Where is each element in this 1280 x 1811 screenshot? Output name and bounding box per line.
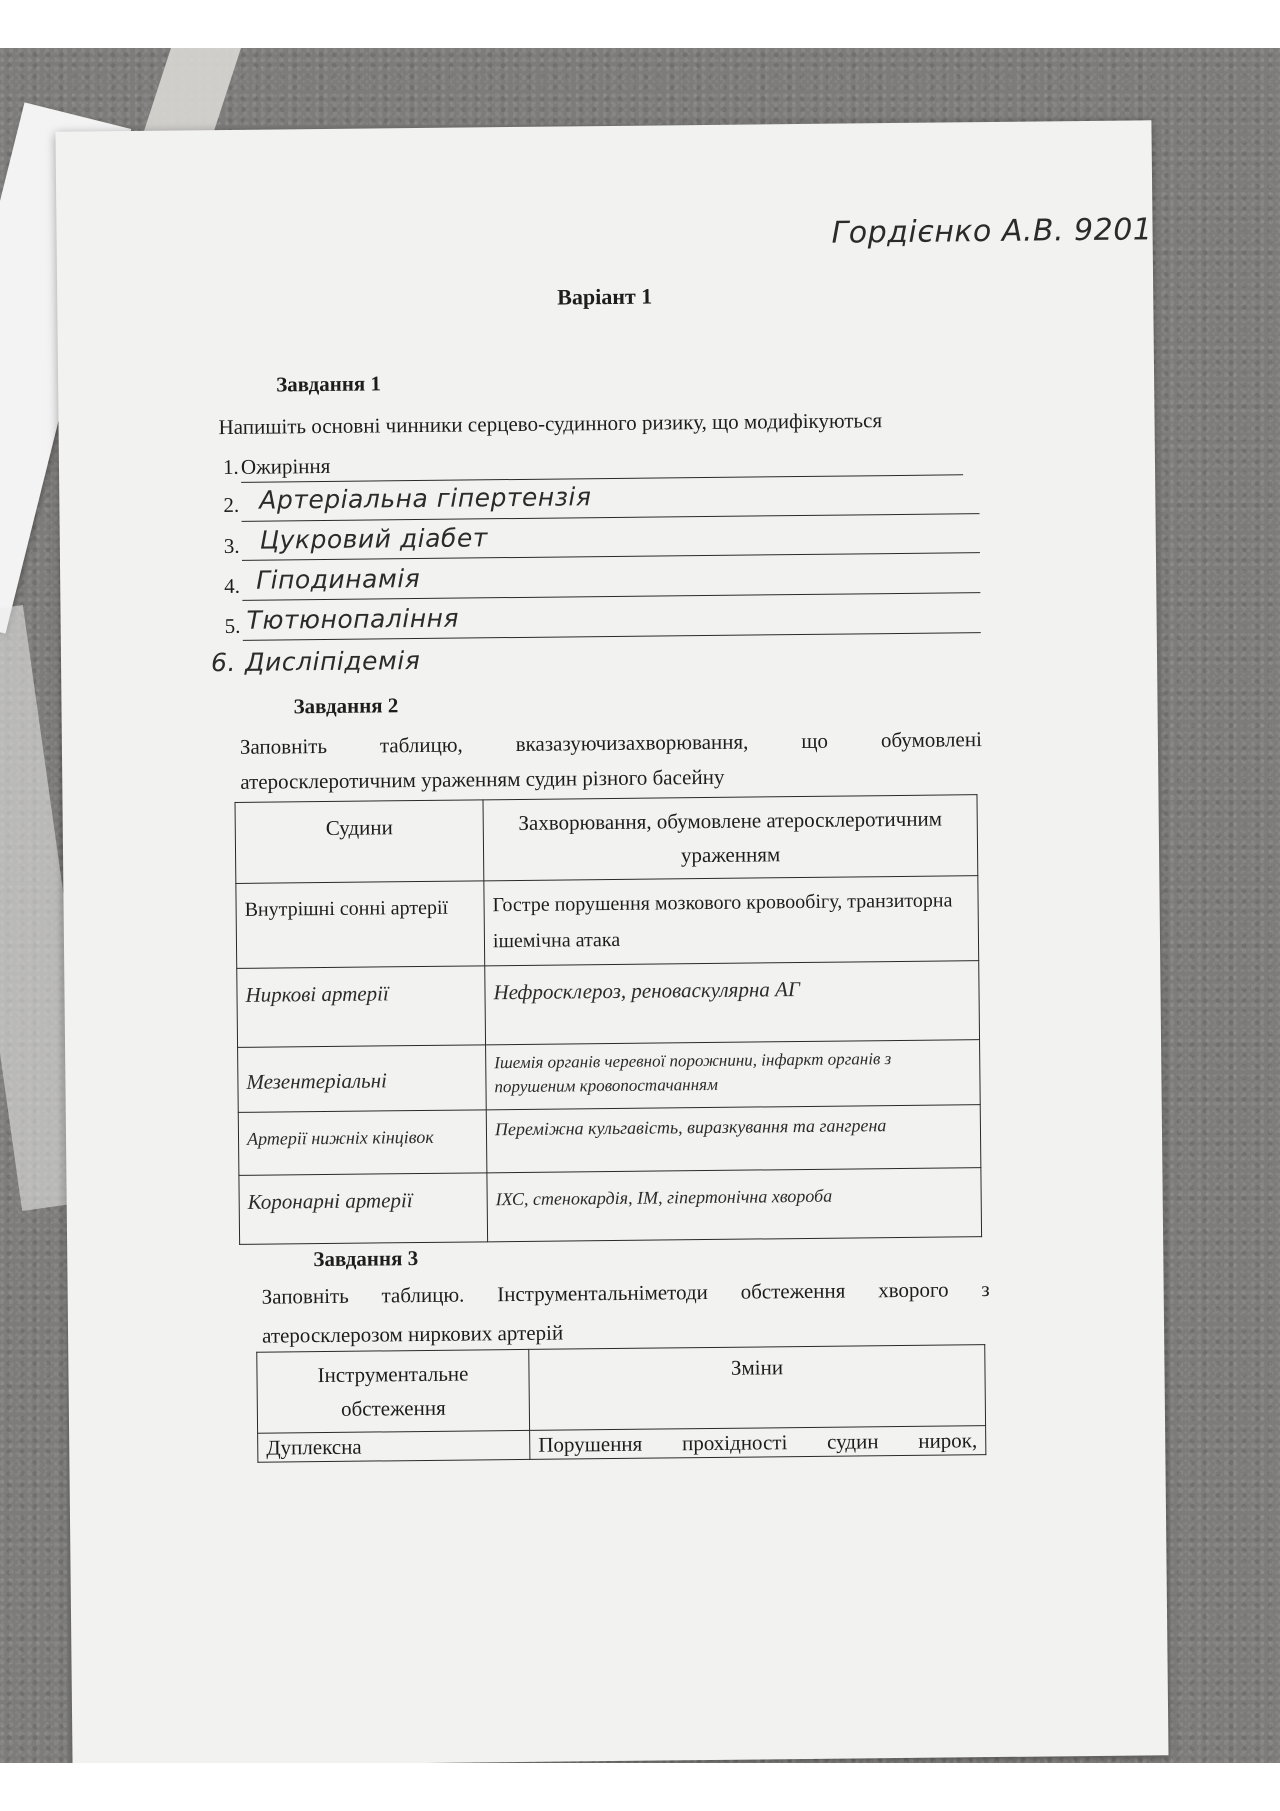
task2-prompt-line1 bbox=[240, 727, 982, 760]
photo-background bbox=[0, 48, 1280, 1763]
task3-prompt-line2: атеросклерозом ниркових артерій bbox=[261, 1320, 564, 1348]
table-header-row bbox=[257, 1345, 986, 1434]
disease-cell: ІХС, стенокардія, ІМ, гіпертонічна хвороба bbox=[487, 1168, 982, 1242]
list-item-number: 3. bbox=[223, 533, 240, 559]
disease-cell: Гостре порушення мозкового кровообігу, транзиторна ішемічна атака bbox=[484, 876, 979, 966]
method-cell: Дуплексна bbox=[258, 1430, 530, 1462]
changes-word: Порушення bbox=[538, 1431, 643, 1457]
table-header-cell: Інструментальне обстеження bbox=[257, 1349, 530, 1433]
list-item-number: 1. bbox=[222, 454, 239, 480]
disease-cell: Переміжна кульгавість, виразкування та гангрена bbox=[486, 1105, 981, 1173]
prompt-word: хворого bbox=[878, 1277, 949, 1303]
prompt-word: що bbox=[801, 728, 829, 754]
prompt-word: таблицю, bbox=[379, 732, 463, 758]
task3-prompt-line1 bbox=[262, 1277, 990, 1310]
table-row bbox=[258, 1426, 986, 1463]
vessel-cell: Артерії нижніх кінцівок bbox=[238, 1110, 487, 1176]
vessel-cell: Внутрішні сонні артерії bbox=[236, 881, 485, 969]
table-header-cell: Судини bbox=[235, 800, 484, 884]
list-item-number: 6. bbox=[210, 647, 237, 678]
task3-heading: Завдання 3 bbox=[313, 1246, 419, 1272]
task2-heading: Завдання 2 bbox=[293, 693, 399, 719]
table-row bbox=[238, 1105, 981, 1176]
task2-prompt-line2: атеросклеротичним ураженням судин різного басейну bbox=[240, 764, 725, 794]
changes-word: прохідності bbox=[681, 1430, 788, 1456]
table-row bbox=[236, 876, 979, 969]
vessel-cell: Мезентеріальні bbox=[238, 1045, 487, 1113]
task1-heading: Завдання 1 bbox=[276, 371, 382, 397]
list-item: Артеріальна гіпертензія bbox=[259, 482, 592, 515]
table-row bbox=[237, 961, 980, 1048]
vessel-cell: Ниркові артерії bbox=[237, 966, 486, 1048]
prompt-word: таблицю. bbox=[381, 1282, 465, 1308]
prompt-word: вказазуючизахворювання, bbox=[515, 729, 749, 756]
table-header-cell: Захворювання, обумовлене атеросклеротичним ураженням bbox=[483, 795, 978, 881]
disease-cell: Ішемія органів черевної порожнини, інфаркт органів з порушеним кровопостачанням bbox=[486, 1040, 981, 1110]
instrumental-exam-table bbox=[256, 1344, 986, 1463]
task1-prompt: Напишіть основні чинники серцево-судинного ризику, що модифікуються bbox=[218, 408, 883, 440]
list-item: Ожиріння bbox=[240, 453, 331, 479]
table-row bbox=[238, 1040, 981, 1113]
table-header-row bbox=[235, 795, 978, 884]
prompt-word: обумовлені bbox=[880, 727, 982, 753]
vessel-disease-table bbox=[234, 794, 982, 1245]
prompt-word: Заповніть bbox=[261, 1283, 349, 1309]
prompt-word: з bbox=[981, 1277, 990, 1302]
table-row bbox=[239, 1168, 982, 1245]
list-item: Гіподинамія bbox=[256, 563, 421, 595]
variant-title: Варіант 1 bbox=[557, 283, 653, 310]
list-item-number: 2. bbox=[223, 492, 240, 518]
prompt-word: Інструментальніметоди bbox=[497, 1280, 708, 1307]
list-item: Цукровий діабет bbox=[259, 523, 488, 555]
vessel-cell: Коронарні артерії bbox=[239, 1173, 488, 1245]
changes-word: судин bbox=[826, 1429, 879, 1454]
list-item: Тютюнопаління bbox=[246, 603, 460, 635]
student-signature: Гордієнко А.В. 9201 bbox=[831, 212, 1153, 251]
changes-cell bbox=[530, 1426, 986, 1460]
table-header-cell: Зміни bbox=[529, 1345, 986, 1431]
prompt-word: обстеження bbox=[740, 1278, 846, 1304]
document-page bbox=[55, 120, 1168, 1763]
changes-word: нирок, bbox=[918, 1428, 978, 1453]
disease-cell: Нефросклероз, реноваскулярна АГ bbox=[485, 961, 980, 1045]
list-item: Дисліпідемія bbox=[244, 645, 421, 677]
list-item-number: 4. bbox=[224, 573, 241, 599]
list-item-number: 5. bbox=[224, 613, 241, 639]
prompt-word: Заповніть bbox=[239, 733, 328, 759]
